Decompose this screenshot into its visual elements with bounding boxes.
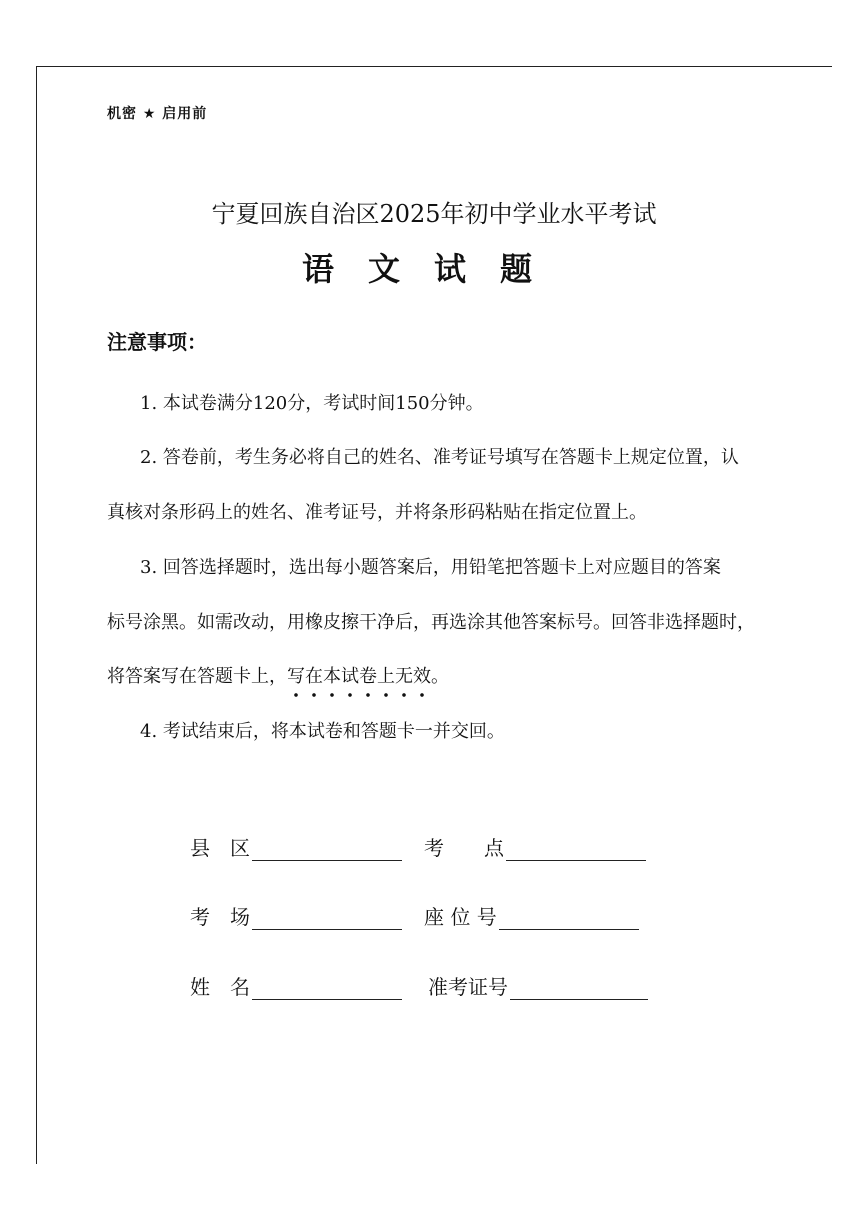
exam-title: 宁夏回族自治区2025年初中学业水平考试 [211, 200, 657, 228]
exam-room-blank[interactable] [252, 907, 402, 930]
page-border-top [36, 66, 832, 67]
exam-site-field[interactable] [424, 832, 646, 861]
subject-title: 语文试题 [301, 250, 566, 288]
field-row-2 [190, 901, 670, 931]
notice-item-2-line-1: 2. 答卷前，考生务必将自己的姓名、准考证号填写在答题卡上规定位置，认 [140, 447, 739, 468]
county-blank[interactable] [252, 838, 402, 861]
seat-blank[interactable] [499, 907, 639, 930]
emphasis-text: 写在本试卷上无效 [287, 666, 431, 687]
seat-label: 座 位 号 [424, 905, 497, 929]
notice-item-1: 1. 本试卷满分120分，考试时间150分钟。 [140, 393, 484, 414]
county-field[interactable] [190, 832, 402, 861]
notice-item-3-line-3-suffix: 。 [431, 666, 449, 687]
exam-site-label: 考 点 [424, 836, 504, 860]
seat-field[interactable] [424, 901, 639, 930]
field-row-3 [190, 971, 670, 1001]
county-label: 县 区 [190, 836, 250, 860]
name-label: 姓 名 [190, 975, 250, 999]
notice-item-4: 4. 考试结束后，将本试卷和答题卡一并交回。 [140, 721, 505, 742]
page-border-left [36, 66, 37, 1164]
exam-site-blank[interactable] [506, 838, 646, 861]
field-row-1 [190, 832, 670, 862]
notice-item-3-line-3-prefix: 将答案写在答题卡上， [107, 666, 287, 687]
notice-item-3-line-1: 3. 回答选择题时，选出每小题答案后，用铅笔把答题卡上对应题目的答案 [140, 557, 721, 578]
notice-heading: 注意事项： [107, 330, 207, 354]
exam-room-label: 考 场 [190, 905, 250, 929]
admission-label: 准考证号 [428, 975, 508, 999]
name-field[interactable] [190, 971, 402, 1000]
admission-blank[interactable] [510, 977, 648, 1000]
confidential-label: 机密 ★ 启用前 [107, 106, 208, 122]
name-blank[interactable] [252, 977, 402, 1000]
admission-field[interactable] [428, 971, 648, 1000]
notice-item-3-line-2: 标号涂黑。如需改动，用橡皮擦干净后，再选涂其他答案标号。回答非选择题时， [107, 612, 755, 633]
exam-room-field[interactable] [190, 901, 402, 930]
notice-item-2-line-2: 真核对条形码上的姓名、准考证号，并将条形码粘贴在指定位置上。 [107, 502, 647, 523]
notice-item-3-line-3 [107, 662, 449, 688]
